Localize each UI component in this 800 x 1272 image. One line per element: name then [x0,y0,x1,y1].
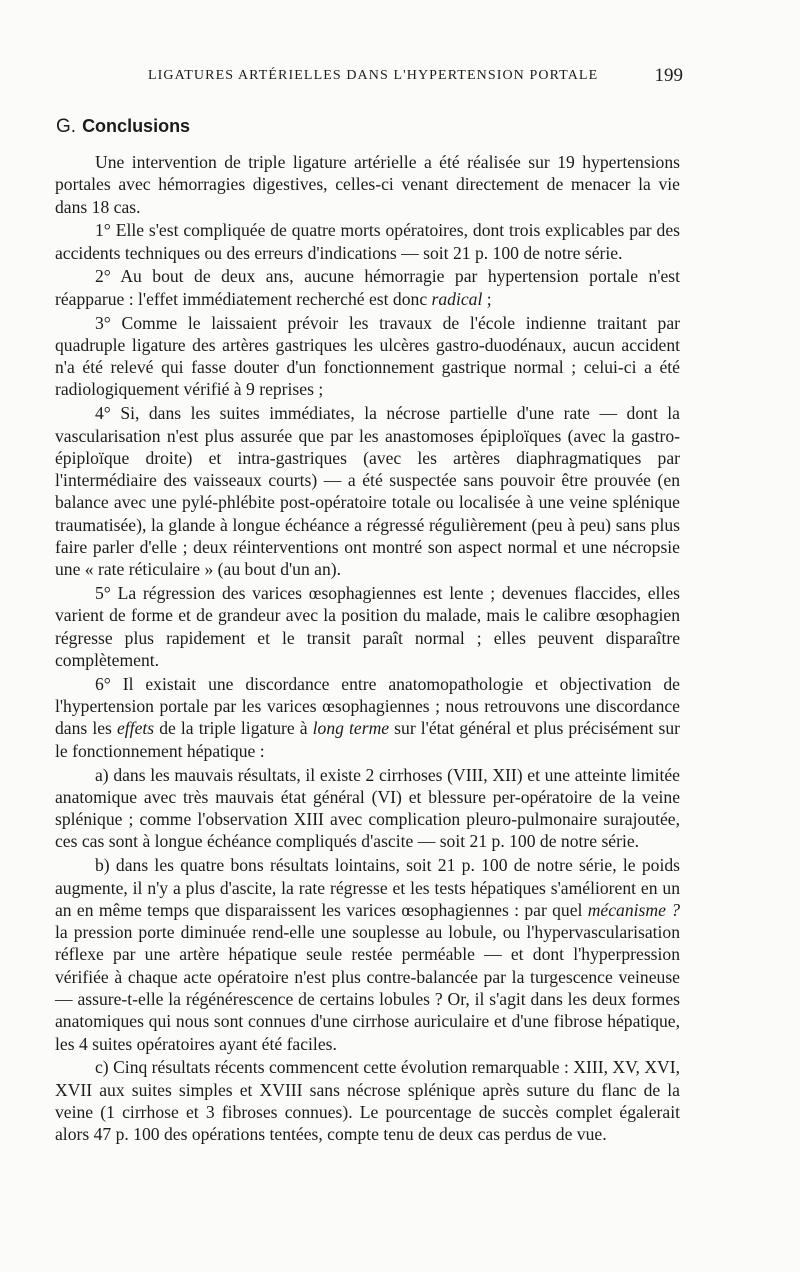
running-head: LIGATURES ARTÉRIELLES DANS L'HYPERTENSION PORTALE [148,68,599,83]
emphasis-effets: effets [116,718,155,739]
emphasis-radical: radical [431,288,483,309]
paragraph-text: 4° Si, dans les suites immédiates, la nécrose partielle d'une rate — dont la vascularisation n'est plus assurée que par les anastomoses épiploïques (avec la gastro-épiploïque droite) et intra-gastriques (avec les artères diaphragmatiques par l'intermédiaire des vaisseaux courts) — a été suspectée sans pouvoir être prouvée (en balance avec une pylé-phlébite post-opératoire totale ou localisée à une veine splénique traumatisée), la glande à longue échéance a régressé régulièrement (peu à peu) sans plus faire parler d'elle ; deux réinterventions ont montré son aspect normal et une nécropsie une « rate réticulaire » (au bout d'un an). [55,403,680,580]
section-heading [56,116,190,138]
paragraph-text: 6° Il existait une discordance entre anatomopathologie et objectivation de l'hypertension portale par les varices œsophagiennes ; nous retrouvons une discordance dans les [55,673,680,739]
page-header [148,66,683,90]
paragraph-text: de la triple ligature à [154,718,313,739]
paragraph-point-c [55,1056,680,1145]
paragraph-point-3 [55,312,680,401]
paragraph-text: 1° Elle s'est compliquée de quatre morts opératoires, dont trois explicables par des accidents techniques ou des erreurs d'indications — soit 21 p. 100 de notre série. [55,220,680,263]
emphasis-long-terme: long terme [312,718,390,739]
paragraph-text: 5° La régression des varices œsophagiennes est lente ; devenues flaccides, elles varient de forme et de grandeur avec la position du malade, mais le calibre œsophagien régresse plus rapidement et le transit paraît normal ; elles peuvent disparaître complètement. [55,583,680,671]
paragraph-text: 2° Au bout de deux ans, aucune hémorragie par hypertension portale n'est réapparue : l'effet immédiatement recherché est donc [55,266,680,309]
paragraph-point-6 [55,673,680,762]
paragraph-text: sur l'état général et plus précisément sur le fonctionnement hépatique : [55,718,680,761]
paragraph-point-2 [55,265,680,310]
section-title: Conclusions [82,116,191,136]
paragraph-text: 3° Comme le laissaient prévoir les travaux de l'école indienne traitant par quadruple ligature des artères gastriques les ulcères gastro-duodénaux, aucun accident n'a été relevé qui fasse douter d'un fonctionnement gastrique normal ; celui-ci a été radiologiquement vérifié à 9 reprises ; [55,312,680,400]
paragraph-intro [55,151,680,218]
paragraph-text: a) dans les mauvais résultats, il existe 2 cirrhoses (VIII, XII) et une atteinte limitée anatomique avec très mauvais état général (VI) et blessure per-opératoire de la veine splénique ; comme l'observation XIII avec complication pleuro-pulmonaire surajoutée, ces cas sont à longue échéance compliqués d'ascite — soit 21 p. 100 de notre série. [55,764,680,852]
emphasis-mecanisme: mécanisme ? [587,899,680,920]
paragraph-point-b [55,854,680,1055]
paragraph-point-a [55,764,680,853]
paragraph-text: ; [482,288,492,309]
page-number: 199 [654,65,683,86]
paragraph-text: b) dans les quatre bons résultats lointains, soit 21 p. 100 de notre série, le poids augmente, il n'y a plus d'ascite, la rate régresse et les tests hépatiques s'améliorent en un an en même temps que disparaissent les varices œsophagiennes : par quel [55,855,680,920]
body-text [55,151,680,1147]
section-letter: G. [56,116,77,137]
paragraph-point-4 [55,402,680,580]
paragraph-point-1 [55,219,680,264]
paragraph-text: c) Cinq résultats récents commencent cette évolution remarquable : XIII, XV, XVI, XVII aux suites simples et XVIII sans nécrose splénique après suture du flanc de la veine (1 cirrhose et 3 fibroses connues). Le pourcentage de succès complet égalerait alors 47 p. 100 des opérations tentées, compte tenu de deux cas perdus de vue. [55,1057,680,1145]
paragraph-text: la pression porte diminuée rend-elle une souplesse au lobule, ou l'hypervascularisation réflexe par une artère hépatique seule restée perméable — et dont l'hyperpression vérifiée à chaque acte opératoire n'est plus contre-balancée par la turgescence veineuse — assure-t-elle la régénérescence de certains lobules ? Or, il s'agit dans les deux formes anatomiques qui nous sont connues d'une cirrhose auriculaire et d'une fibrose hépatique, les 4 suites opératoires ayant été faciles. [55,922,680,1054]
paragraph-text: Une intervention de triple ligature artérielle a été réalisée sur 19 hypertensions portales avec hémorragies digestives, celles-ci venant directement de menacer la vie dans 18 cas. [55,152,680,217]
paragraph-point-5 [55,582,680,671]
